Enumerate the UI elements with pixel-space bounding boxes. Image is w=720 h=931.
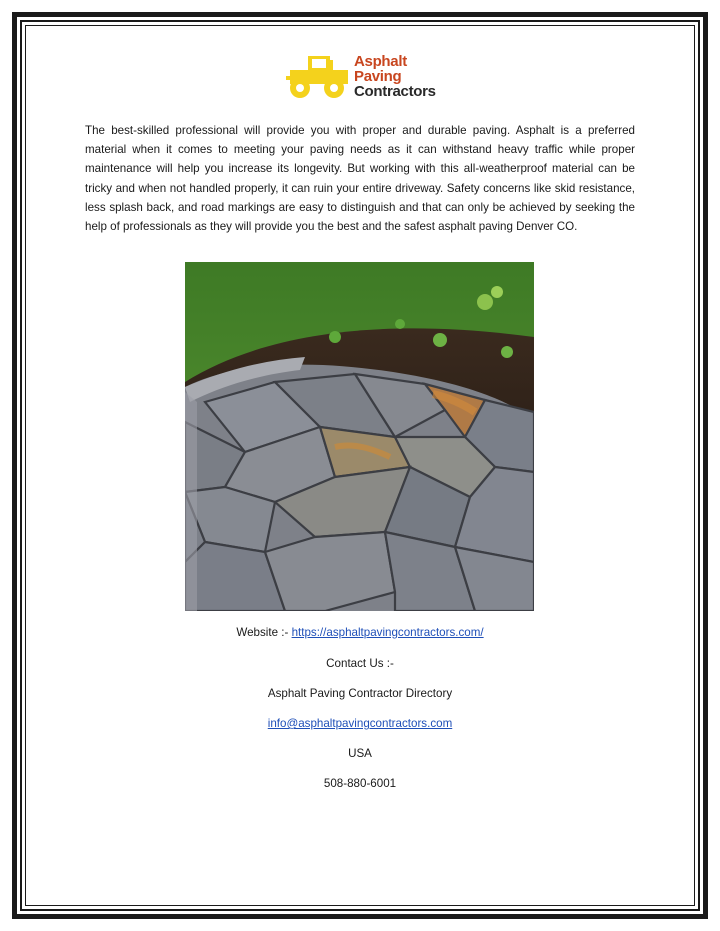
logo-line-2: Paving (354, 68, 402, 85)
flagstone-patio-photo (185, 262, 534, 611)
body-paragraph: The best-skilled professional will provide you with proper and durable paving. Asphalt is a preferred material when it comes to meeting your paving needs as it can withstand heavy traffic while proper maintenance will help you increase its longevity. But working with this all-weatherproof material can be tricky and when not handled properly, it can ruin your entire driveway. Safety concerns like skid resistance, less splash back, and road markings are easy to distinguish and that can only be achieved by seeking the help of professionals as they will provide you the best and the safest asphalt paving Denver CO. (85, 124, 635, 234)
logo-line-3: Contractors (354, 83, 436, 100)
email-link[interactable]: info@asphaltpavingcontractors.com (267, 717, 453, 730)
yellow-steamroller-icon (286, 54, 352, 100)
directory-name: Asphalt Paving Contractor Directory (267, 687, 453, 700)
flagstone-patio-illustration (185, 262, 534, 611)
company-logo (286, 52, 446, 102)
logo-line-1: Asphalt (354, 53, 407, 70)
contact-us-label: Contact Us :- (326, 657, 394, 670)
country-text: USA (348, 747, 372, 760)
logo-wordmark (354, 54, 436, 99)
website-label: Website :- (236, 626, 292, 639)
website-link[interactable]: https://asphaltpavingcontractors.com/ (291, 626, 484, 639)
website-line (0, 626, 720, 639)
phone-number: 508-880-6001 (323, 777, 397, 790)
email-line (0, 717, 720, 730)
